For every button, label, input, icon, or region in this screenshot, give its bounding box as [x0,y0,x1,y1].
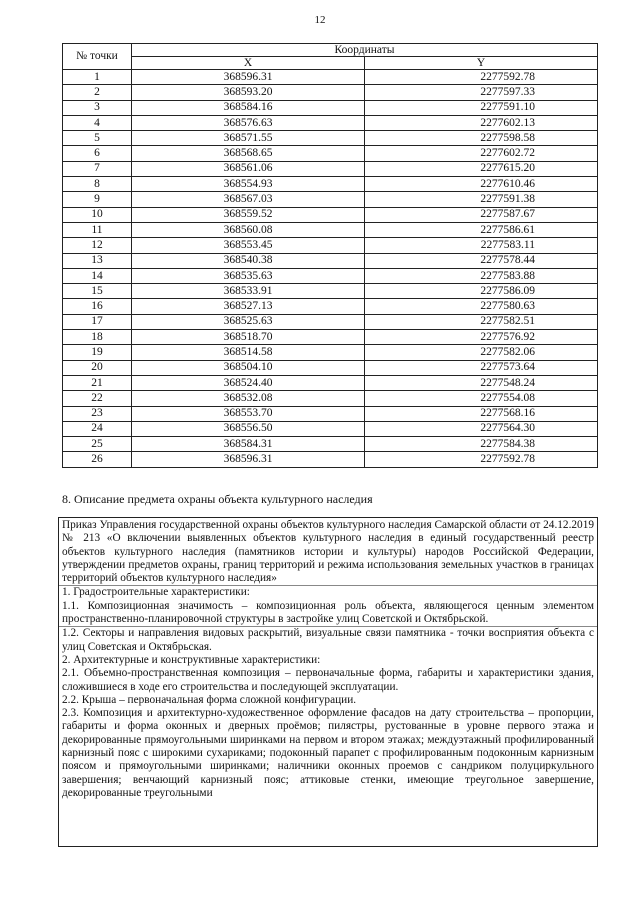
y-coordinate-cell: 2277615.20 [365,161,598,176]
paragraph-1-2: 1.2. Секторы и направления видовых раскрытий, визуальные связи памятника - точки восприятия объекта с улиц Советская и Октябрьская. [62,627,594,653]
table-row [63,452,598,467]
table-row [63,375,598,390]
paragraph-2-3: 2.3. Композиция и архитектурно-художественное оформление фасадов на дату строительства – пропорции, габариты и форма оконных и дверных проёмов; пилястры, рустованные в уровне первого этажа и декорированные прямоугольными ширинками на первом и втором этажах; междуэтажный профилированный карнизный пояс с широкими сухариками; подоконный парапет с профилированным подоконным карнизным поясом и прямоугольными ширинками; наличники оконных проемов с сандриком полуциркульного завершения; венчающий карнизный пояс; аттиковые стенки, имеющие треугольное завершение, декорированные треугольными [62,707,594,799]
x-coordinate-cell: 368596.31 [132,70,365,85]
table-row [63,330,598,345]
table-row [63,360,598,375]
table-row [63,299,598,314]
y-coordinate-cell: 2277573.64 [365,360,598,375]
table-row [63,391,598,406]
column-header-y: Y [365,57,598,70]
page-number: 12 [314,14,326,26]
y-coordinate-cell: 2277586.09 [365,284,598,299]
y-coordinate-cell: 2277554.08 [365,391,598,406]
x-coordinate-cell: 368518.70 [132,330,365,345]
x-coordinate-cell: 368504.10 [132,360,365,375]
point-number-cell: 25 [63,437,132,452]
point-number-cell: 18 [63,330,132,345]
protection-subject-box [58,517,598,847]
point-number-cell: 24 [63,421,132,436]
x-coordinate-cell: 368540.38 [132,253,365,268]
y-coordinate-cell: 2277564.30 [365,421,598,436]
x-coordinate-cell: 368560.08 [132,222,365,237]
table-row [63,437,598,452]
table-row [63,421,598,436]
point-number-cell: 10 [63,207,132,222]
point-number-cell: 3 [63,100,132,115]
y-coordinate-cell: 2277582.51 [365,314,598,329]
point-number-cell: 20 [63,360,132,375]
point-number-cell: 14 [63,268,132,283]
table-row [63,238,598,253]
x-coordinate-cell: 368514.58 [132,345,365,360]
y-coordinate-cell: 2277586.61 [365,222,598,237]
x-coordinate-cell: 368593.20 [132,85,365,100]
point-number-cell: 1 [63,70,132,85]
table-row [63,115,598,130]
y-coordinate-cell: 2277583.11 [365,238,598,253]
y-coordinate-cell: 2277592.78 [365,70,598,85]
y-coordinate-cell: 2277598.58 [365,131,598,146]
table-row [63,131,598,146]
table-row [63,192,598,207]
point-number-cell: 9 [63,192,132,207]
table-row [63,406,598,421]
point-number-cell: 12 [63,238,132,253]
y-coordinate-cell: 2277602.72 [365,146,598,161]
column-header-coordinates: Координаты [132,44,598,57]
x-coordinate-cell: 368556.50 [132,421,365,436]
point-number-cell: 5 [63,131,132,146]
point-number-cell: 23 [63,406,132,421]
table-row [63,177,598,192]
y-coordinate-cell: 2277591.38 [365,192,598,207]
x-coordinate-cell: 368553.70 [132,406,365,421]
paragraph-2-2: 2.2. Крыша – первоначальная форма сложной конфигурации. [62,693,357,706]
point-number-cell: 22 [63,391,132,406]
y-coordinate-cell: 2277610.46 [365,177,598,192]
y-coordinate-cell: 2277592.78 [365,452,598,467]
point-number-cell: 2 [63,85,132,100]
y-coordinate-cell: 2277576.92 [365,330,598,345]
section-title: 8. Описание предмета охраны объекта культурного наследия [62,492,373,506]
point-number-cell: 13 [63,253,132,268]
order-reference: Приказ Управления государственной охраны объектов культурного наследия Самарской области от 24.12.2019 № 213 «О включении выявленных объектов культурного наследия в единый государственный реестр объектов культурного наследия (памятников истории и культуры) народов Российской Федерации, утверждении предметов охраны, границ территорий и режима использования земельных участков в границах территорий объектов культурного наследия» [62,519,594,585]
y-coordinate-cell: 2277582.06 [365,345,598,360]
x-coordinate-cell: 368568.65 [132,146,365,161]
point-number-cell: 4 [63,115,132,130]
x-coordinate-cell: 368553.45 [132,238,365,253]
x-coordinate-cell: 368571.55 [132,131,365,146]
y-coordinate-cell: 2277587.67 [365,207,598,222]
table-row [63,85,598,100]
table-row [63,253,598,268]
y-coordinate-cell: 2277584.38 [365,437,598,452]
x-coordinate-cell: 368527.13 [132,299,365,314]
point-number-cell: 19 [63,345,132,360]
y-coordinate-cell: 2277578.44 [365,253,598,268]
paragraph-2-1: 2.1. Объемно-пространственная композиция – первоначальные форма, габариты и характеристики здания, сложившиеся в ходе его строительства и последующей эксплуатации. [62,667,594,693]
x-coordinate-cell: 368535.63 [132,268,365,283]
table-row [63,314,598,329]
y-coordinate-cell: 2277602.13 [365,115,598,130]
y-coordinate-cell: 2277568.16 [365,406,598,421]
point-number-cell: 26 [63,452,132,467]
x-coordinate-cell: 368559.52 [132,207,365,222]
table-row [63,70,598,85]
table-row [63,345,598,360]
x-coordinate-cell: 368584.31 [132,437,365,452]
table-row [63,146,598,161]
coordinates-table [62,43,598,468]
x-coordinate-cell: 368525.63 [132,314,365,329]
paragraph-1: 1. Градостроительные характеристики: [62,586,250,599]
point-number-cell: 15 [63,284,132,299]
point-number-cell: 11 [63,222,132,237]
point-number-cell: 8 [63,177,132,192]
table-row [63,284,598,299]
x-coordinate-cell: 368561.06 [132,161,365,176]
table-row [63,161,598,176]
column-header-x: X [132,57,365,70]
x-coordinate-cell: 368554.93 [132,177,365,192]
paragraph-1-1: 1.1. Композиционная значимость – композиционная роль объекта, являющегося ценным элементом пространственно-планировочной структуры в застройке улиц Советской и Октябрьской. [62,599,594,626]
x-coordinate-cell: 368567.03 [132,192,365,207]
paragraph-2: 2. Архитектурные и конструктивные характеристики: [62,653,321,666]
y-coordinate-cell: 2277591.10 [365,100,598,115]
table-row [63,207,598,222]
point-number-cell: 6 [63,146,132,161]
y-coordinate-cell: 2277597.33 [365,85,598,100]
x-coordinate-cell: 368584.16 [132,100,365,115]
y-coordinate-cell: 2277548.24 [365,375,598,390]
y-coordinate-cell: 2277583.88 [365,268,598,283]
x-coordinate-cell: 368532.08 [132,391,365,406]
x-coordinate-cell: 368596.31 [132,452,365,467]
table-row [63,100,598,115]
table-row [63,222,598,237]
point-number-cell: 17 [63,314,132,329]
x-coordinate-cell: 368576.63 [132,115,365,130]
point-number-cell: 16 [63,299,132,314]
x-coordinate-cell: 368533.91 [132,284,365,299]
y-coordinate-cell: 2277580.63 [365,299,598,314]
x-coordinate-cell: 368524.40 [132,375,365,390]
table-row [63,268,598,283]
point-number-cell: 21 [63,375,132,390]
point-number-cell: 7 [63,161,132,176]
column-header-point-number: № точки [63,44,132,70]
coordinates-table-body [63,70,598,468]
